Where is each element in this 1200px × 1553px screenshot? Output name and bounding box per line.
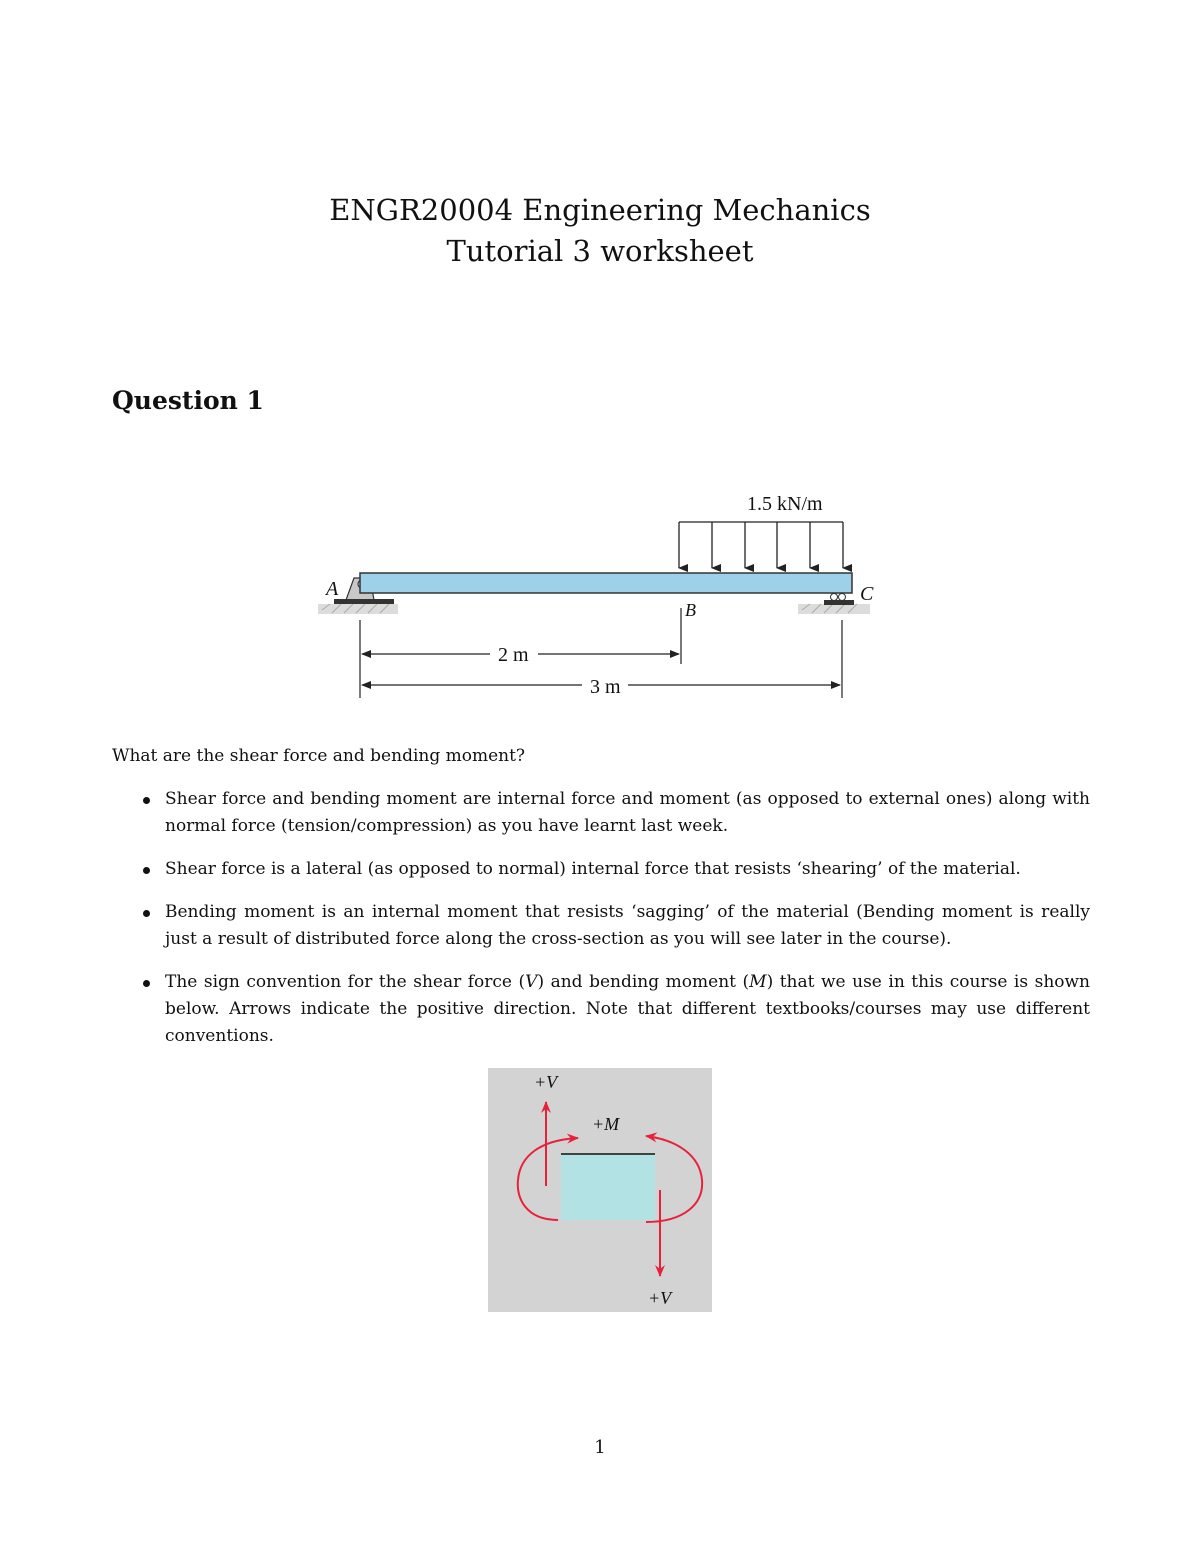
list-item xyxy=(112,856,1090,883)
title-line-course: ENGR20004 Engineering Mechanics xyxy=(329,193,871,227)
dimension-ab-label: 2 m xyxy=(498,644,529,666)
point-a-label: A xyxy=(326,578,339,600)
bullet-dot xyxy=(143,910,150,917)
shear-top-label: +V xyxy=(534,1072,558,1092)
list-item xyxy=(112,969,1090,1050)
beam-diagram xyxy=(310,480,890,705)
dimension-ac xyxy=(362,676,840,698)
question-heading: Question 1 xyxy=(112,386,264,415)
bullet-text xyxy=(165,972,1090,1046)
ground-right xyxy=(798,604,870,614)
roller-support-c xyxy=(824,594,854,606)
distributed-load-arrows xyxy=(679,522,843,568)
bullet-dot xyxy=(143,980,150,987)
dimension-ac-label: 3 m xyxy=(590,676,621,698)
shear-bottom-label: +V xyxy=(648,1288,672,1308)
bullet-list xyxy=(112,786,1090,1066)
variable-v: V xyxy=(525,972,538,992)
moment-label: +M xyxy=(592,1114,620,1134)
bullet-dot xyxy=(143,867,150,874)
bullet-text-part: The sign convention for the shear force ( xyxy=(165,972,526,992)
beam-section xyxy=(561,1154,655,1220)
load-label: 1.5 kN/m xyxy=(747,493,823,515)
bullet-text: Bending moment is an internal moment that resists ‘sagging’ of the material (Bending moment is really just a result of distributed force along the cross-section as you will see later in the course). xyxy=(165,902,1090,949)
title-line-worksheet: Tutorial 3 worksheet xyxy=(446,234,754,268)
bullet-text-part: ) and bending moment ( xyxy=(537,972,750,992)
point-b-label: B xyxy=(685,600,696,620)
point-c-label: C xyxy=(860,583,874,605)
bullet-text: Shear force and bending moment are internal force and moment (as opposed to external ones) along with normal force (tension/compression) as you have learnt last week. xyxy=(165,789,1090,836)
page-number: 1 xyxy=(594,1437,606,1458)
sign-convention-diagram xyxy=(488,1068,712,1312)
intro-question: What are the shear force and bending moment? xyxy=(112,746,526,766)
bullet-text-part: ) that we use in this course is shown below. Arrows indicate the positive direction. Note that different textbooks/courses may use different conventions. xyxy=(165,972,1091,1046)
bullet-dot xyxy=(143,797,150,804)
beam xyxy=(360,573,852,593)
variable-m: M xyxy=(749,972,767,992)
ground-left xyxy=(318,604,398,614)
list-item xyxy=(112,899,1090,953)
list-item xyxy=(112,786,1090,840)
document-title xyxy=(0,190,1200,272)
bullet-text: Shear force is a lateral (as opposed to normal) internal force that resists ‘shearing’ of the material. xyxy=(165,859,1021,879)
dimension-ab xyxy=(362,644,679,666)
